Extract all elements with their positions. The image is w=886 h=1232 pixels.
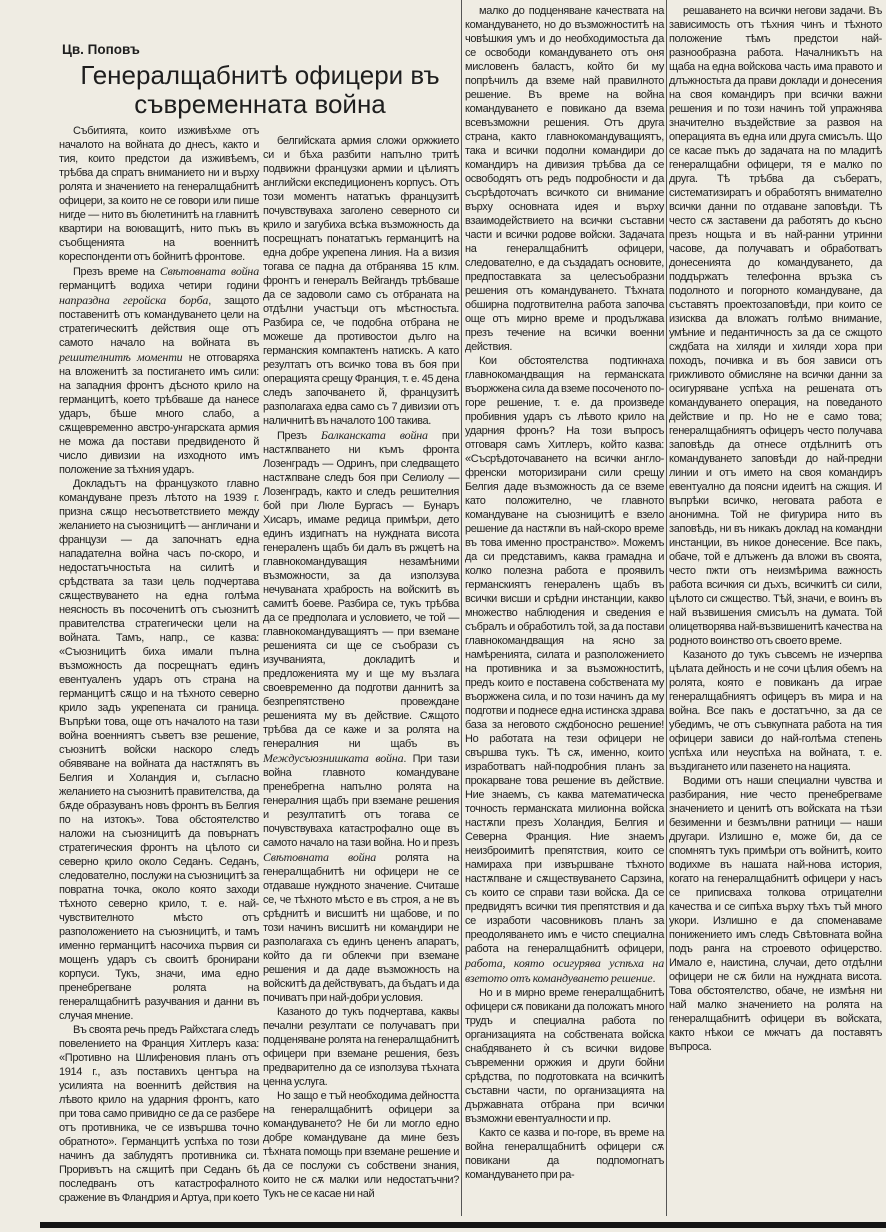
- text-run: Както се казва и по-горе, въ време на война генералщабнитѣ офицери сѫ повикани да подпомогнатъ командуването при ра-: [465, 1127, 664, 1181]
- paragraph: [59, 264, 259, 477]
- paragraph: [669, 774, 882, 1054]
- text-run: Казаното до тукъ подчертава, каквы печални резултати се получаватъ при подценяване ролята на генералщабнитѣ офицери при вземане решения, безъ предварително да се използува тѣхната ценна услуга.: [263, 1006, 459, 1088]
- article-author: Цв. Поповъ: [62, 42, 140, 57]
- paragraph: [263, 1005, 459, 1089]
- text-column-4: [669, 4, 882, 1054]
- text-run: . При тази война главното командуване пренебрегна напълно ролята на генералния щабъ при вземане решения и резултатитѣ отъ тогава се почувствуваха катастрофално още въ самото начало на тази война. Но и презъ: [263, 753, 459, 849]
- italic-text: Балканската война: [320, 428, 428, 442]
- paragraph: [59, 1023, 259, 1205]
- text-run: Презъ: [277, 430, 321, 442]
- paragraph: [59, 477, 259, 1023]
- italic-text: напраздна геройска борба: [59, 293, 209, 307]
- paragraph: [465, 4, 664, 354]
- text-run: малко до подценяване качествата на командуването, но до възможноститѣ на човѣшкия умъ и до необходимостьта да се освободи командуването отъ оня мисловенъ баластъ, който би му попрѣчилъ да вземе най правилното решение. Въ време на война командуването е повикано да взема всевъзможни решения. Отъ друга страна, както главнокомандуващиятъ, така и всички подолни командири до командиръ на дивизия трѣбва да се освободятъ отъ редъ подробности и да съсрѣдоточатъ всичкото си внимание върху основната идея и върху взаимодействието на всички съставни части и всички родове войски. Задачата на генералщабнитѣ офицери, следователно, е да създадатъ основите, предпоставката за целесъобразни решения отъ командуването. Тѣхната обширна подготвителна работа започва още отъ мирно време и продължава презъ течение на всички военни действия.: [465, 5, 664, 353]
- text-run: Но и в мирно време генералщабнитѣ офицери сѫ повикани да положатъ много трудъ и специална работа по организацията на собствената войска снабдяването ѝ съ всички видове съвременни оржжия и други бойни срѣдства, по подготовката на всичкитѣ съставни части, по организацията на държавната отбрана при всички възможни евентуалности и пр.: [465, 987, 664, 1125]
- paragraph: [465, 986, 664, 1126]
- paragraph: [263, 1089, 459, 1201]
- italic-text: Свѣтовната война: [159, 264, 259, 278]
- paragraph: [669, 4, 882, 648]
- title-line: съвременната война: [134, 89, 386, 119]
- text-run: Събитията, които изживѣхме отъ началото на войната до днесъ, както и тия, които предстои да изживѣемъ, трѣбва да спратъ вниманието ни и върху ролята и значението на генералщабнитѣ офицери, за които не се говори или пише нигде — нито въ бюлетинитѣ на главнитѣ квартири на воюващитѣ, нито пъкъ въ съобщенията на военнитѣ кореспонденти отъ бойнитѣ фронтове.: [59, 125, 259, 263]
- text-run: Докладътъ на французкото главно командуване презъ лѣтото на 1939 г. призна сѫщо несъответствието между желанието на съюзницитѣ — англичани и французи — да започнатъ една нападателна война часъ по-скоро, и недостатъчностьта на силитѣ и срѣдствата за тази цель подчертава сѫществуването на една голѣма неясность въ посоченитѣ отъ съюзнитѣ правителства стратегически цели на войната. Тамъ, напр., се казва: «Съюзницитѣ биха имали пълна възможность да посрещнатъ единъ евентуаленъ ударъ отъ страна на германцитѣ сѫщо и на тѣхното северно крило задъ укрепената си граница. Въпрѣки това, още отъ началото на тази война военниятъ съветъ взе решение, съюзнитѣ войски наскоро следъ обявяване на войната да настѫпятъ въ Белгия и Холандия и, съгласно желанието на съюзнитѣ правителства, да бѫде образуванъ новъ фронтъ въ Белгия по на изтокъ». Това обстоятелство наложи на съюзницитѣ да повърнатъ стратегическия фронтъ на цѣлото си северно крило около Седанъ. Седанъ, следователно, послужи на съюзницитѣ за повратна точка, около която заходи тѣхното северно крило, т. е. най-чувствителното мѣсто отъ разположението на съюзницитѣ, и тамъ именно германцитѣ насочиха първия си мощенъ ударъ съ своитѣ бронирани корпуси. Тукъ, значи, има едно пренебрегване ролята на генералщабнитѣ разучвания и данни въ случая мнение.: [59, 478, 259, 1022]
- text-run: Въ своята речь предъ Райхстага следъ повелението на Франция Хитлеръ каза: «Противно на Шлифеновия планъ отъ 1914 г., азъ поставихъ центъра на усилията на военнитѣ действия на лѣвото крило на ударния фронтъ, като при това само привидно се да се разбере отъ противника, че се извършва точно обратното». Германцитѣ успѣха по този начинъ да заблудятъ противника си. Проривътъ на сѫщитѣ при Седанъ бѣ последванъ отъ катастрофалното сражение въ Фландрия и Артуа, при което: [59, 1024, 259, 1204]
- text-run: Водими отъ наши специални чувства и разбирания, ние често пренебрегваме значението и ценитѣ отъ войската на тѣзи безименни и безмълвни ратници — наши другари. Излишно е, може би, да се спомнятъ тукъ примѣри отъ войнитѣ, които водихме въ нашата най-нова история, когато на генералщабнитѣ офицери у насъ се приписваха толкова отрицателни качества и се сипѣха върху тѣхъ тъй много укори. Излишно е да споменаваме понижението имъ следъ Свѣтовната война подъ ранга на строевото офицерство. Имало е, наистина, случаи, дето отдѣлни офицери не сѫ били на нуждната висота. Това обстоятелство, обаче, не измѣня ни най малко значението на ролята на генералщабнитѣ офицери въ войската, както нѣкои се мжчатъ да поставятъ въпроса.: [669, 775, 882, 1053]
- text-run: германцитѣ водиха четири години: [59, 280, 259, 292]
- text-run: Кои обстоятелства подтикнаха главнокомандващия на германската въоржжена сила да вземе посоченото по-горе решение, т. е. да произведе пробивния ударъ съ лѣвото крило на ударния фронъ? На този въпросъ отговаря самъ Хитлеръ, който казва: «Съсрѣдоточаването на всички англо-френски моторизирани сили срещу Белгия даде възможность да се вземе като положително, че главното командуване на съюзницитѣ е взело решение да настѫпи въ най-скоро време въ това именно пространство». Можемъ да си представимъ, каква грамадна и колко полезна работа е проявилъ германскиятъ генераленъ щабъ въ всички висши и срѣдни инстанции, какво множество наблюдения и сведения е събралъ и обработилъ той, за да постави главнокомандващия на ясно за намѣренията, силата и разположението на противника и за възможноститѣ, предъ които е поставена собствената му въоржжена сила, и по този начинъ да му подготви и поднесе една истинска здрава база за неговото сждбоносно решение! Но работата на тези офицери не свършва тукъ. Тѣ сѫ, именно, които изработватъ най-подробния планъ за прокарване това решение въ действие. Ние знаемъ, съ каква математическа точность германската милионна войска настѫпи презъ Холандия, Белгия и Северна Франция. Ние знаемъ неизброимитѣ препятствия, които се намираха при извършване тѣхното настѫпване и сѫществуването Сарзина, съ които се справи тази войска. Да се предвидятъ всички тия препятствия и да се изработи часовниковъ планъ за преодоляването имъ е чисто специална работа на генералщабнитѣ офицери,: [465, 355, 664, 955]
- text-run: Но защо е тъй необходима дейността на генералщабнитѣ офицери за командуването? Не би ли могло едно добре командуване да мине безъ тѣхната помощь при вземане решение и да се послужи съ собствени знания, които не сѫ малки или недостатъчни? Тукъ не се касае ни най: [263, 1090, 459, 1200]
- italic-text: работа, която осигурява успѣха на взетото отъ командуването решение: [465, 956, 664, 985]
- text-run: Казаното до тукъ съвсемъ не изчерпва цѣлата дейность и не сочи цѣлия обемъ на ролята, която е повиканъ да играе генералщабниятъ офицеръ въ мира и на война. Все пакъ е достатъчно, за да се убедимъ, че отъ съвкупната работа на тия офицери зависи до най-голѣма степень успѣха или неуспѣха на войната, т. е. въздигането или пазенето на нацията.: [669, 649, 882, 773]
- text-run: не отговаряха на вложенитѣ за постигането имъ сили: на западния фронтъ дѣсното крило на германцитѣ, което трѣбваше да нанесе ударъ, бѣше много слабо, а сѫщевременно австро-унгарската армия не можа да постави предвиденото й число дивизии на изходното имъ положение за тѣхния ударъ.: [59, 352, 259, 476]
- paragraph: [59, 124, 259, 264]
- column-divider: [461, 0, 462, 1216]
- text-column-3: [465, 4, 664, 1182]
- text-run: ролята на генералщабнитѣ ни офицери не се отдаваше нуждното значение. Считаше се, че тѣхното мѣсто е въ строя, а не въ срѣднитѣ и висшитѣ ни щабове, и по този начинъ висшитѣ ни командири не разполагаха съ единъ цененъ апаратъ, който да ги облекчи при вземане решения и да даде възможность на войскитѣ да действуватъ, да бъдатъ и да почиватъ при най-добри условия.: [263, 852, 459, 1004]
- text-run: Презъ време на: [73, 266, 160, 278]
- italic-text: решителнитѣ моменти: [59, 350, 183, 364]
- text-column-1: [59, 124, 259, 1205]
- paragraph: [263, 428, 459, 1005]
- italic-text: Свѣтовната война: [263, 850, 377, 864]
- text-column-2: [263, 134, 459, 1201]
- article-title: [60, 61, 460, 119]
- paragraph: [263, 134, 459, 428]
- text-run: , защото поставенитѣ отъ командуването цели на стратегическитѣ действия още отъ самото начало на войната въ: [59, 295, 260, 349]
- column-divider: [666, 0, 667, 1216]
- text-run: решаването на всички негови задачи. Въ зависимость отъ тѣхния чинъ и тѣхното положение тѣмъ предстои най-разнообразна работа. Началникътъ на щаба на една войскова часть има правото и длъжностьта да прави доклади и донесения на своя командиръ при всички важни решения и по този начинъ той упражнява значително въздействие за развоя на операцията въ една или друга смисълъ. Що се касае пъкъ до задачата на по младитѣ генералщабни офицери, тя е малко по друга. Тѣ трѣбва да събератъ, систематизиратъ и обработятъ внимателно всички данни по отдаване заповѣди. Тѣ често сѫ заставени да работятъ до късно презъ нощьта и въ най-ранни утринни часове, да получаватъ и обработватъ донесенията до командуването, да поддържатъ телефонна връзка съ подолното и погорното командуване, да съставятъ проектозаповѣди, при които се изисква да вложатъ голѣмо внимание, умѣние и педантичность за да се сжщото сждбата на хиляди и хиляди хора при походъ, почивка и въ боя зависи отъ грижливото обмисляне на всички данни за осигуряване успѣха на решената отъ командуването операция, на поведаното действие и пр. Но не е само това; генералщабниятъ офицеръ често получава заповѣдь да отнесе отдѣлнитѣ отъ командуването заповѣди до най-предни линии и отъ името на своя командиръ евентуално да поясни идеитѣ на сжщия. И въпрѣки всичко, неговата работа е анонимна. Той не фигурира нито въ заповѣдь, ни въ никакъ доклад на командни инстанции, въ никое донесение. Все пакъ, обаче, той е длъженъ да вложи въ своята, често пжти отъ неизмѣрима важность работа всичкия си дъхъ, всичкитѣ си сили, цѣлото си сжщество. Тѣй, значи, е воинъ въ най възвишения смисълъ на думата. Той олицетворява най-възвишенитѣ качества на родното воинство отъ своето време.: [669, 5, 882, 647]
- italic-text: Междусъюзнишката война: [263, 751, 404, 765]
- paragraph: [465, 1126, 664, 1182]
- paragraph: [669, 648, 882, 774]
- paragraph: [465, 354, 664, 986]
- text-run: белгийската армия сложи оржжието си и бѣха разбити напълно тритѣ подвижни французки армии и цѣлиятъ английски експедиционенъ корпусъ. Отъ този моментъ нататъкъ французитѣ почувствуваха заголено северното си крило и загубиха всѣка възможность да посрещнатъ понататъкъ германцитѣ на една добре укрепена линия. На а визия тогава се падна да отбранява 15 клм. фронтъ и генералъ Вейгандъ трѣбваше да се задоволи само съ отбраната на отдѣлни участъци отъ мѣстностьта. Разбира се, че подобна отбрана не можеше да противостои дълго на германския компактенъ натискъ. А като резултатъ отъ всичко това въ боя при операцията срещу Франция, т. е. 45 дена следъ започването й, французитѣ разполагаха едва само съ 7 дивизии отъ наличнитѣ въ началото 100 такива.: [263, 135, 459, 427]
- text-run: при настѫпването ни къмъ фронта Лозенградъ — Одринъ, при следващето настѫпване следъ боя при Селиолу — Лозенградъ, както и следъ решителния бой при Люле Бургасъ — Бунаръ Хисаръ, имаме редица примѣри, дето единъ издигнатъ на нуждната висота генераленъ щабъ би далъ въ ржцетѣ на главнокомандуващия незамѣними възможности, за да използува нечуваната храбрость на войскитѣ въ самитѣ боеве. Разбира се, тукъ трѣбва да се предполага и условието, че той — главнокомандуващиятъ — при вземане решенията си ще се съобрази съ изучванията, докладитѣ и предложенията му и ще му възлага своевременно да подготви даннитѣ за безпрепятствено провеждане решенията му въ действие. Сѫщото трѣбва да се каже и за ролята на генералния ни щабъ въ: [263, 430, 459, 750]
- text-run: .: [652, 973, 656, 985]
- title-line: Генералщабнитѣ офицери въ: [80, 60, 440, 90]
- bottom-rule: [40, 1222, 886, 1228]
